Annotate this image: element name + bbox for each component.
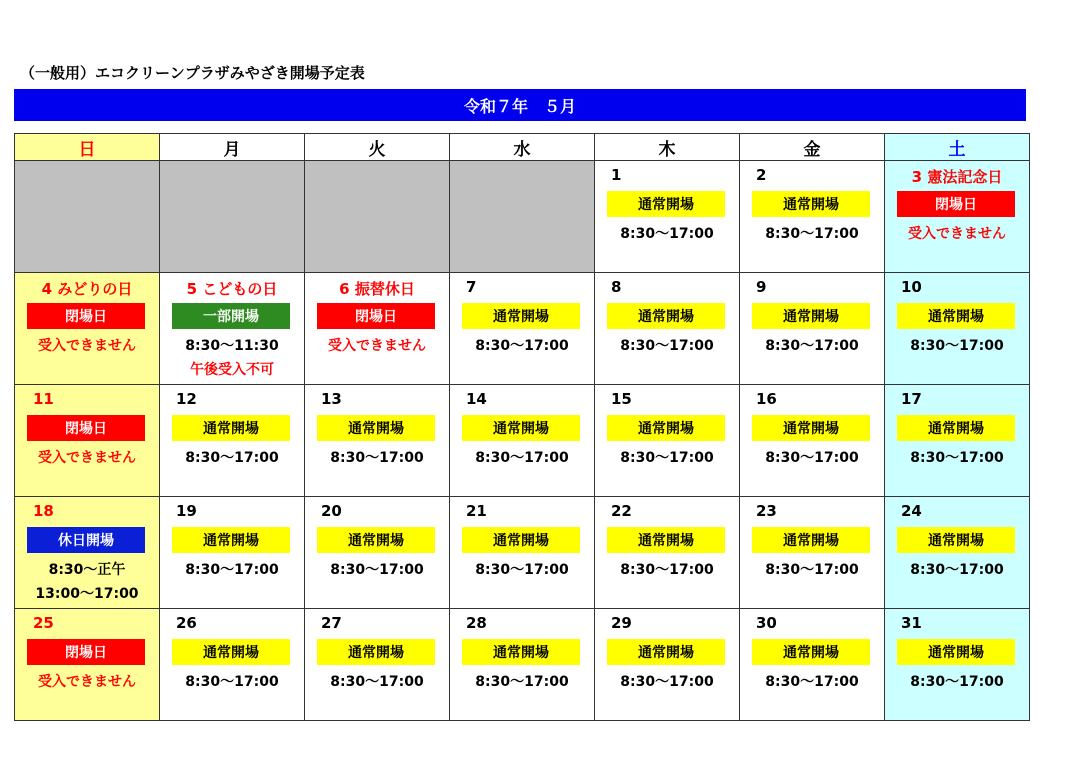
opening-hours: 8:30～17:00 [910, 674, 1004, 690]
day-cell-content [450, 385, 594, 496]
day-number: 10 [901, 278, 922, 296]
day-number: 7 [466, 278, 477, 296]
day-cell [595, 161, 740, 273]
opening-hours: 8:30～17:00 [765, 562, 859, 578]
day-number: 23 [756, 502, 777, 520]
day-cell-content [740, 273, 884, 384]
day-number: 13 [321, 390, 342, 408]
week-row [15, 497, 1030, 609]
day-cell-content [885, 385, 1029, 496]
day-number: 9 [756, 278, 767, 296]
day-number: 15 [611, 390, 632, 408]
day-cell-content [15, 609, 159, 720]
day-number: 25 [33, 614, 54, 632]
day-number: 1 [611, 166, 622, 184]
day-cell-content [595, 497, 739, 608]
afternoon-note: 午後受入不可 [190, 362, 274, 378]
status-badge: 通常開場 [462, 415, 580, 441]
status-badge: 通常開場 [607, 415, 725, 441]
day-cell-content [15, 273, 159, 384]
day-cell [885, 161, 1030, 273]
day-cell [450, 609, 595, 721]
month-label: 令和７年 ５月 [463, 96, 576, 116]
status-badge: 通常開場 [897, 415, 1015, 441]
opening-hours: 8:30～17:00 [620, 450, 714, 466]
empty-day-cell [15, 161, 160, 273]
day-number: 20 [321, 502, 342, 520]
closed-note: 受入できません [38, 674, 136, 690]
page-title: （一般用）エコクリーンプラザみやざき開場予定表 [20, 64, 365, 82]
opening-hours: 8:30～17:00 [475, 450, 569, 466]
opening-hours: 8:30～11:30 [185, 338, 279, 354]
day-cell-content [595, 273, 739, 384]
day-cell-content [450, 273, 594, 384]
day-cell [740, 273, 885, 385]
status-badge: 閉場日 [27, 303, 145, 329]
day-cell-content [305, 609, 449, 720]
day-cell [305, 273, 450, 385]
opening-hours: 8:30～17:00 [620, 674, 714, 690]
opening-hours: 8:30～17:00 [330, 674, 424, 690]
opening-hours: 8:30～17:00 [910, 562, 1004, 578]
status-badge: 通常開場 [752, 191, 870, 217]
weekday-sun: 日 [15, 134, 160, 161]
day-cell [595, 497, 740, 609]
day-cell [595, 609, 740, 721]
day-number: 26 [176, 614, 197, 632]
status-badge: 通常開場 [462, 639, 580, 665]
day-cell [740, 161, 885, 273]
day-cell [450, 385, 595, 497]
opening-hours-afternoon: 13:00～17:00 [35, 586, 139, 602]
day-cell-content [595, 385, 739, 496]
empty-day-cell [305, 161, 450, 273]
opening-hours: 8:30～17:00 [620, 226, 714, 242]
day-cell-content [305, 497, 449, 608]
day-cell [305, 497, 450, 609]
day-number: 4 みどりの日 [41, 280, 133, 298]
opening-hours: 8:30～17:00 [330, 562, 424, 578]
day-cell [160, 497, 305, 609]
opening-hours: 8:30～17:00 [185, 562, 279, 578]
day-cell [15, 385, 160, 497]
day-cell-content [15, 497, 159, 608]
day-cell [885, 273, 1030, 385]
day-cell-content [160, 609, 304, 720]
day-cell [740, 497, 885, 609]
day-cell-content [740, 609, 884, 720]
day-number: 28 [466, 614, 487, 632]
day-cell-content [885, 161, 1029, 272]
day-cell [305, 385, 450, 497]
day-cell [15, 497, 160, 609]
day-cell [595, 273, 740, 385]
opening-hours: 8:30～17:00 [765, 674, 859, 690]
day-cell-content [160, 497, 304, 608]
status-badge: 通常開場 [752, 639, 870, 665]
opening-hours: 8:30～17:00 [330, 450, 424, 466]
weekday-wed: 水 [450, 134, 595, 161]
opening-hours: 8:30～17:00 [185, 674, 279, 690]
opening-hours: 8:30～17:00 [910, 338, 1004, 354]
status-badge: 通常開場 [607, 527, 725, 553]
weekday-mon: 月 [160, 134, 305, 161]
day-number: 8 [611, 278, 622, 296]
status-badge: 通常開場 [172, 527, 290, 553]
opening-hours: 8:30～17:00 [765, 226, 859, 242]
weekday-header-row [15, 134, 1030, 161]
day-number: 5 こどもの日 [186, 280, 278, 298]
day-number: 16 [756, 390, 777, 408]
week-row [15, 385, 1030, 497]
day-number: 31 [901, 614, 922, 632]
day-cell-content [305, 385, 449, 496]
day-cell [15, 273, 160, 385]
day-cell [885, 609, 1030, 721]
day-cell [15, 609, 160, 721]
opening-hours: 8:30～17:00 [765, 338, 859, 354]
day-cell [160, 609, 305, 721]
day-cell [740, 385, 885, 497]
day-number: 18 [33, 502, 54, 520]
day-cell [305, 609, 450, 721]
status-badge: 通常開場 [752, 303, 870, 329]
day-cell [885, 497, 1030, 609]
weekday-sat: 土 [885, 134, 1030, 161]
day-number: 6 振替休日 [339, 280, 415, 298]
status-badge: 通常開場 [317, 415, 435, 441]
day-cell-content [305, 273, 449, 384]
status-badge: 閉場日 [27, 639, 145, 665]
day-cell-content [885, 609, 1029, 720]
status-badge: 通常開場 [172, 639, 290, 665]
day-cell [595, 385, 740, 497]
day-number: 2 [756, 166, 767, 184]
weekday-fri: 金 [740, 134, 885, 161]
opening-hours: 8:30～17:00 [910, 450, 1004, 466]
status-badge: 通常開場 [897, 527, 1015, 553]
status-badge: 通常開場 [317, 527, 435, 553]
closed-note: 受入できません [38, 338, 136, 354]
day-cell-content [15, 385, 159, 496]
closed-note: 受入できません [328, 338, 426, 354]
day-cell-content [740, 385, 884, 496]
week-row [15, 273, 1030, 385]
status-badge: 通常開場 [752, 415, 870, 441]
day-cell [160, 273, 305, 385]
day-number: 3 憲法記念日 [911, 168, 1003, 186]
status-badge: 通常開場 [897, 639, 1015, 665]
opening-hours: 8:30～17:00 [620, 338, 714, 354]
opening-hours: 8:30～17:00 [475, 562, 569, 578]
status-badge: 通常開場 [462, 527, 580, 553]
day-cell [450, 497, 595, 609]
status-badge: 休日開場 [27, 527, 145, 553]
day-cell-content [160, 273, 304, 384]
day-cell-content [450, 609, 594, 720]
opening-hours: 8:30～17:00 [475, 674, 569, 690]
closed-note: 受入できません [908, 226, 1006, 242]
status-badge: 閉場日 [897, 191, 1015, 217]
day-cell-content [740, 161, 884, 272]
week-row [15, 609, 1030, 721]
status-badge: 通常開場 [607, 639, 725, 665]
status-badge: 閉場日 [317, 303, 435, 329]
day-cell-content [595, 161, 739, 272]
day-cell-content [595, 609, 739, 720]
status-badge: 通常開場 [317, 639, 435, 665]
day-cell [450, 273, 595, 385]
status-badge: 通常開場 [752, 527, 870, 553]
empty-day-cell [450, 161, 595, 273]
day-cell [885, 385, 1030, 497]
status-badge: 通常開場 [607, 191, 725, 217]
status-badge: 閉場日 [27, 415, 145, 441]
calendar-table [14, 133, 1030, 721]
day-number: 27 [321, 614, 342, 632]
day-number: 17 [901, 390, 922, 408]
day-number: 24 [901, 502, 922, 520]
day-number: 12 [176, 390, 197, 408]
empty-day-cell [160, 161, 305, 273]
day-number: 11 [33, 390, 54, 408]
day-number: 21 [466, 502, 487, 520]
week-row [15, 161, 1030, 273]
day-number: 19 [176, 502, 197, 520]
day-cell-content [885, 497, 1029, 608]
weekday-thu: 木 [595, 134, 740, 161]
day-cell-content [160, 385, 304, 496]
day-cell [740, 609, 885, 721]
status-badge: 通常開場 [172, 415, 290, 441]
month-header [14, 89, 1026, 121]
weekday-tue: 火 [305, 134, 450, 161]
status-badge: 通常開場 [462, 303, 580, 329]
opening-hours: 8:30～17:00 [765, 450, 859, 466]
day-number: 14 [466, 390, 487, 408]
opening-hours: 8:30～17:00 [185, 450, 279, 466]
day-cell-content [740, 497, 884, 608]
day-number: 29 [611, 614, 632, 632]
closed-note: 受入できません [38, 450, 136, 466]
day-cell-content [885, 273, 1029, 384]
day-cell-content [450, 497, 594, 608]
status-badge: 一部開場 [172, 303, 290, 329]
opening-hours: 8:30～17:00 [620, 562, 714, 578]
status-badge: 通常開場 [897, 303, 1015, 329]
day-number: 30 [756, 614, 777, 632]
day-number: 22 [611, 502, 632, 520]
day-cell [160, 385, 305, 497]
opening-hours: 8:30～正午 [48, 562, 126, 578]
status-badge: 通常開場 [607, 303, 725, 329]
opening-hours: 8:30～17:00 [475, 338, 569, 354]
